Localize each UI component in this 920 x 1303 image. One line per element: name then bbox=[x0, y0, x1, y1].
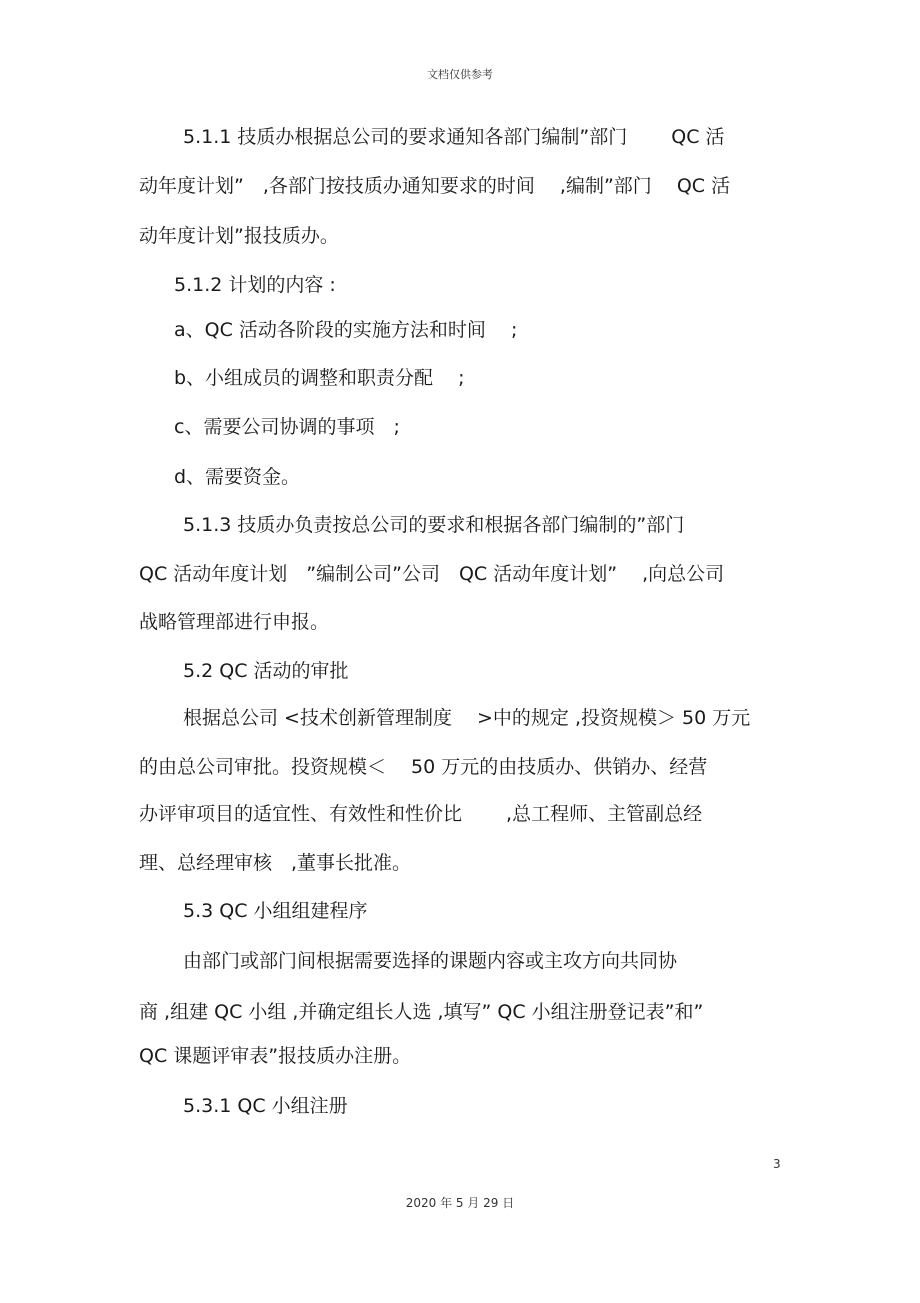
text-line: 办评审项目的适宜性、有效性和性价比 ,总工程师、主管副总经 bbox=[139, 803, 703, 825]
text-line: 由部门或部门间根据需要选择的课题内容或主攻方向共同协 bbox=[183, 950, 678, 972]
section-heading: 5.2 QC 活动的审批 bbox=[183, 660, 349, 682]
text-line: 理、总经理审核 ,董事长批准。 bbox=[139, 852, 412, 874]
text-line: b、小组成员的调整和职责分配 ; bbox=[174, 367, 465, 389]
text-line: c、需要公司协调的事项 ; bbox=[174, 416, 400, 438]
text-line: 战略管理部进行申报。 bbox=[139, 611, 330, 633]
text-line: QC 活动年度计划 ”编制公司”公司 QC 活动年度计划” ,向总公司 bbox=[139, 563, 725, 585]
text-line: 5.1.1 技质办根据总公司的要求通知各部门编制”部门 QC 活 bbox=[183, 126, 725, 148]
footer-date: 2020 年 5 月 29 日 bbox=[405, 1196, 515, 1210]
text-line: 动年度计划”报技质办。 bbox=[139, 225, 339, 247]
text-line: 根据总公司 <技术创新管理制度 >中的规定 ,投资规模＞ 50 万元 bbox=[183, 707, 751, 729]
section-heading: 5.3.1 QC 小组注册 bbox=[183, 1095, 348, 1117]
page-header: 文档仅供参考 bbox=[427, 68, 493, 81]
text-line: d、需要资金。 bbox=[174, 466, 301, 488]
text-line: QC 课题评审表”报技质办注册。 bbox=[139, 1045, 412, 1067]
text-line: 的由总公司审批。投资规模＜ 50 万元的由技质办、供销办、经营 bbox=[139, 756, 708, 778]
section-heading: 5.3 QC 小组组建程序 bbox=[183, 900, 368, 922]
page-number: 3 bbox=[773, 1157, 781, 1171]
text-line: 商 ,组建 QC 小组 ,并确定组长人选 ,填写” QC 小组注册登记表”和” bbox=[139, 1001, 704, 1023]
text-line: a、QC 活动各阶段的实施方法和时间 ; bbox=[174, 319, 518, 341]
text-line: 动年度计划” ,各部门按技质办通知要求的时间 ,编制”部门 QC 活 bbox=[139, 175, 731, 197]
text-line: 5.1.3 技质办负责按总公司的要求和根据各部门编制的”部门 bbox=[183, 514, 685, 536]
text-line: 5.1.2 计划的内容 : bbox=[174, 274, 336, 296]
